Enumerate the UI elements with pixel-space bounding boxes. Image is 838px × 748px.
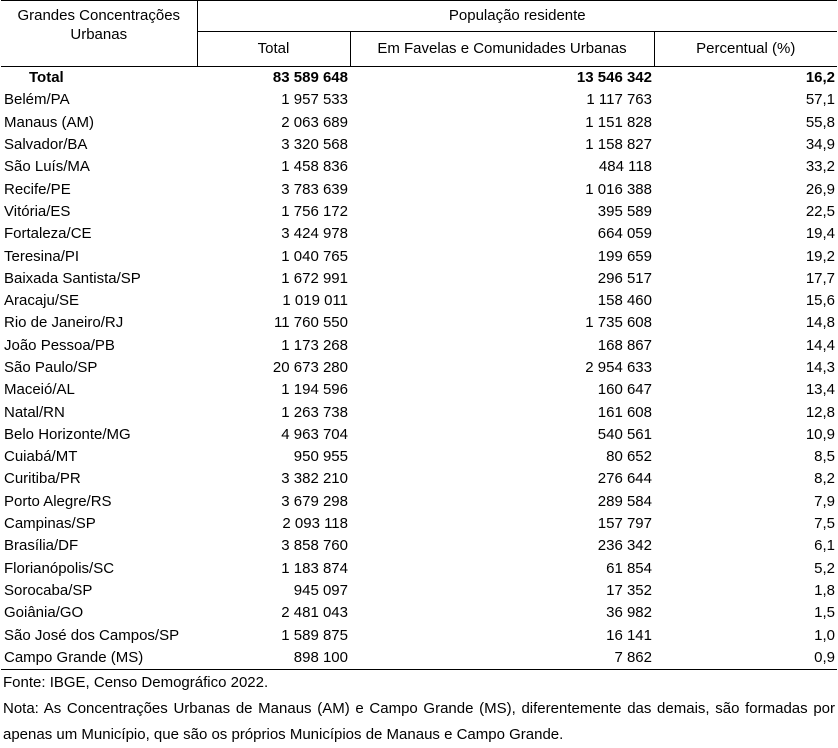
population-table: [1, 0, 837, 670]
table-row: [1, 602, 837, 624]
row-favelas-cell: 1 117 763: [586, 91, 652, 109]
row-favelas-cell: 157 797: [597, 515, 652, 533]
row-percent-cell: 0,9: [654, 647, 837, 670]
row-name-cell: Total: [29, 69, 64, 87]
row-name-cell: Campo Grande (MS): [1, 647, 197, 670]
row-total-cell: 1 040 765: [281, 247, 348, 265]
methodology-note: Nota: As Concentrações Urbanas de Manaus (AM) e Campo Grande (MS), diferentemente das demais, são formadas por apenas um Município, que são os próprios Municípios de Manaus e Campo Grande.: [3, 700, 835, 744]
row-favelas-cell: 161 608: [597, 403, 652, 421]
row-name-cell: Recife/PE: [4, 180, 71, 198]
row-total-cell: 1 173 268: [281, 336, 348, 354]
row-percent-cell: 15,6: [805, 292, 836, 310]
row-name-cell: Goiânia/GO: [4, 604, 84, 622]
row-favelas-cell: 1 016 388: [585, 180, 652, 198]
row-favelas-cell: 1 158 827: [585, 136, 652, 154]
row-favelas-cell: 296 517: [597, 269, 652, 287]
table-row: [1, 335, 837, 357]
row-total-cell: 4 963 704: [281, 425, 348, 443]
row-total-cell: 1 263 738: [281, 403, 348, 421]
row-name-cell: Curitiba/PR: [4, 470, 81, 488]
table-row: [1, 156, 837, 178]
row-name-cell: Belém/PA: [4, 91, 70, 109]
row-favelas-cell: 160 647: [597, 381, 652, 399]
row-percent-cell: 7,9: [814, 492, 836, 510]
row-name-cell: São Paulo/SP: [4, 359, 98, 376]
row-favelas-cell: 16 141: [606, 626, 652, 644]
row-total-cell: 3 424 978: [281, 225, 348, 243]
row-name-cell: Salvador/BA: [4, 136, 88, 154]
row-total-cell: 950 955: [293, 448, 348, 466]
row-total-cell: 1 019 011: [282, 292, 348, 310]
table-row: [1, 134, 837, 156]
table-row: [1, 245, 837, 267]
row-name-cell: São José dos Campos/SP: [4, 626, 180, 644]
table-row: [1, 580, 837, 602]
row-name-cell: São Luís/MA: [4, 158, 90, 176]
row-name-cell: Porto Alegre/RS: [4, 492, 112, 510]
row-percent-cell: 12,8: [805, 403, 836, 421]
row-favelas-cell: 1 151 828: [585, 113, 652, 131]
row-total-cell: 3 320 568: [281, 136, 348, 154]
row-percent-cell: 8,2: [814, 470, 836, 488]
column-header-percentual: Percentual (%): [654, 32, 837, 67]
table-row: [1, 468, 837, 490]
row-name-cell: Vitória/ES: [4, 202, 71, 220]
row-total-cell: 945 097: [293, 581, 348, 599]
row-favelas-cell: 289 584: [597, 492, 652, 510]
row-name-cell: Rio de Janeiro/RJ: [4, 314, 124, 332]
row-total-cell: 1 183 874: [281, 559, 348, 577]
row-favelas-cell: 168 867: [597, 336, 652, 354]
row-percent-cell: 22,5: [805, 202, 836, 220]
column-group-header-populacao: População residente: [197, 1, 837, 32]
row-percent-cell: 10,9: [805, 425, 836, 443]
header-row-group: [1, 1, 837, 32]
row-percent-cell: 19,4: [805, 225, 836, 243]
row-percent-cell: 7,5: [814, 515, 836, 533]
row-total-cell: 3 382 210: [281, 470, 348, 488]
row-total-cell: 898 100: [197, 647, 350, 670]
row-total-cell: 1 957 533: [281, 91, 348, 109]
row-total-cell: 3 858 760: [281, 537, 348, 555]
row-name-cell: Florianópolis/SC: [4, 559, 115, 577]
row-total-cell: 2 093 118: [282, 515, 348, 533]
row-percent-cell: 1,8: [814, 581, 836, 599]
row-name-cell: Sorocaba/SP: [4, 581, 93, 599]
row-name-cell: Teresina/PI: [4, 247, 80, 265]
row-total-cell: 1 756 172: [281, 202, 348, 220]
row-name-cell: Aracaju/SE: [4, 292, 80, 310]
row-favelas-cell: 13 546 342: [576, 69, 652, 87]
row-total-cell: 3 679 298: [281, 492, 348, 510]
row-percent-cell: 1,5: [814, 604, 836, 622]
table-row: [1, 178, 837, 200]
row-name-cell: Natal/RN: [4, 403, 65, 421]
column-header-concentracoes: Grandes Concentrações Urbanas: [1, 1, 197, 67]
row-percent-cell: 17,7: [805, 269, 836, 287]
table-row: [1, 89, 837, 111]
row-favelas-cell: 484 118: [598, 158, 652, 176]
table-row: [1, 513, 837, 535]
table-row: [1, 424, 837, 446]
row-name-cell: Baixada Santista/SP: [4, 269, 141, 287]
row-percent-cell: 55,8: [805, 113, 836, 131]
table-row: [1, 379, 837, 401]
table-row: [1, 535, 837, 557]
row-percent-cell: 14,4: [805, 336, 836, 354]
row-favelas-cell: 276 644: [597, 470, 652, 488]
row-percent-cell: 8,5: [814, 448, 836, 466]
row-favelas-cell: 664 059: [597, 225, 652, 243]
row-percent-cell: 34,9: [805, 136, 836, 154]
row-favelas-cell: 540 561: [597, 425, 652, 443]
row-total-cell: 1 589 875: [281, 626, 348, 644]
row-total-cell: 2 063 689: [281, 113, 348, 131]
row-percent-cell: 13,4: [805, 381, 836, 399]
row-total-cell: 1 194 596: [281, 381, 348, 399]
row-favelas-cell: 61 854: [606, 559, 652, 577]
row-name-cell: Belo Horizonte/MG: [4, 425, 131, 443]
table-row: [1, 491, 837, 513]
row-percent-cell: 14,8: [805, 314, 836, 332]
source-note: Fonte: IBGE, Censo Demográfico 2022.: [3, 674, 269, 692]
row-favelas-cell: 7 862: [350, 647, 654, 670]
row-total-cell: 11 760 550: [274, 314, 348, 332]
row-percent-cell: 33,2: [805, 158, 836, 176]
row-name-cell: Campinas/SP: [4, 515, 96, 533]
row-favelas-cell: 1 735 608: [585, 314, 652, 332]
row-percent-cell: 16,2: [805, 69, 836, 87]
table-row: [1, 558, 837, 580]
row-percent-cell: 6,1: [814, 537, 836, 555]
table-row: [1, 624, 837, 646]
column-header-total: Total: [197, 32, 350, 67]
row-favelas-cell: 199 659: [597, 247, 652, 265]
row-favelas-cell: 158 460: [597, 292, 652, 310]
row-name-cell: Brasília/DF: [4, 537, 79, 555]
table-row: [1, 357, 837, 379]
column-header-favelas: Em Favelas e Comunidades Urbanas: [350, 32, 654, 67]
row-name-cell: Maceió/AL: [4, 381, 75, 399]
row-percent-cell: 19,2: [805, 247, 836, 265]
table-row: [1, 201, 837, 223]
row-favelas-cell: 395 589: [597, 202, 652, 220]
table-row: [1, 112, 837, 134]
table-notes: [0, 670, 835, 748]
row-total-cell: 3 783 639: [281, 180, 348, 198]
row-favelas-cell: 36 982: [606, 604, 652, 622]
row-favelas-cell: 236 342: [597, 537, 652, 555]
row-name-cell: Manaus (AM): [4, 113, 95, 131]
table-row: [1, 223, 837, 245]
row-total-cell: 2 481 043: [281, 604, 348, 622]
row-percent-cell: 57,1: [805, 91, 836, 109]
table-row: [1, 647, 837, 670]
table-row-total: [1, 67, 837, 90]
row-favelas-cell: 2 954 633: [585, 359, 652, 376]
table-row: [1, 401, 837, 423]
row-percent-cell: 14,3: [805, 359, 836, 376]
table-row: [1, 446, 837, 468]
table-row: [1, 312, 837, 334]
row-name-cell: Cuiabá/MT: [4, 448, 78, 466]
row-favelas-cell: 17 352: [606, 581, 652, 599]
table-body: [1, 67, 837, 670]
row-percent-cell: 1,0: [814, 626, 836, 644]
row-total-cell: 1 672 991: [281, 269, 348, 287]
table-row: [1, 268, 837, 290]
row-percent-cell: 26,9: [805, 180, 836, 198]
row-total-cell: 83 589 648: [272, 69, 348, 87]
row-percent-cell: 5,2: [814, 559, 836, 577]
row-name-cell: Fortaleza/CE: [4, 225, 92, 243]
row-favelas-cell: 80 652: [606, 448, 652, 466]
row-name-cell: João Pessoa/PB: [4, 336, 115, 354]
row-total-cell: 1 458 836: [281, 158, 348, 176]
table-row: [1, 290, 837, 312]
row-total-cell: 20 673 280: [272, 359, 348, 376]
